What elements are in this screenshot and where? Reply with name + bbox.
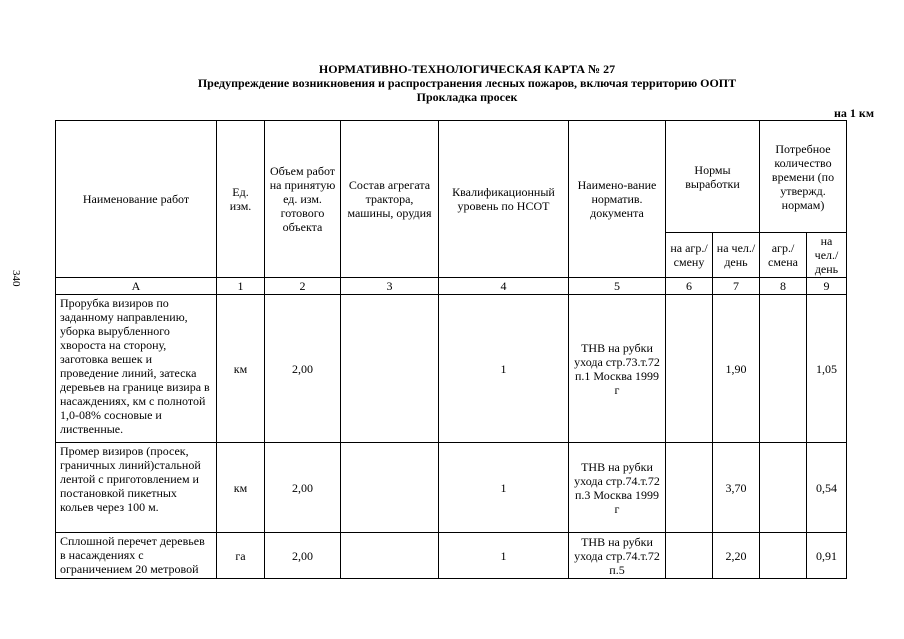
time-chel-cell: 1,05	[807, 295, 847, 443]
work-name-cell: Сплошной перечет деревьев в насаждениях с ограничением 20 метровой	[56, 533, 217, 579]
norm-agr-cell	[666, 295, 713, 443]
time-agr-cell	[760, 295, 807, 443]
composition-cell	[341, 533, 439, 579]
column-number: 6	[666, 278, 713, 295]
work-name-cell: Прорубка визиров по заданному направлению, уборка вырубленного хвороста на сторону, заготовка вешек и проведение линий, затеска деревьев на границе визира в насаждениях, км с полнотой 1,0-08% сосновые и лиственные.	[56, 295, 217, 443]
document-title: НОРМАТИВНО-ТЕХНОЛОГИЧЕСКАЯ КАРТА № 27	[318, 62, 616, 76]
document-section-title: Прокладка просек	[416, 90, 518, 104]
page-number: 340	[10, 270, 22, 287]
table-row	[56, 295, 847, 443]
norm-chel-cell: 2,20	[713, 533, 760, 579]
norm-table	[55, 120, 847, 579]
composition-cell	[341, 443, 439, 533]
time-agr-cell	[760, 533, 807, 579]
unit-cell: га	[217, 533, 265, 579]
column-number: 1	[217, 278, 265, 295]
header-norms-agr: на агр./ смену	[666, 233, 713, 278]
column-number: 9	[807, 278, 847, 295]
volume-cell: 2,00	[265, 295, 341, 443]
volume-cell: 2,00	[265, 443, 341, 533]
unit-note: на 1 км	[833, 106, 874, 120]
document-subtitle: Предупреждение возникновения и распространения лесных пожаров, включая территорию ООПТ	[197, 76, 737, 90]
time-agr-cell	[760, 443, 807, 533]
header-norms: Нормы выработки	[666, 121, 760, 233]
column-number: 5	[569, 278, 666, 295]
norm-agr-cell	[666, 443, 713, 533]
norm-chel-cell: 1,90	[713, 295, 760, 443]
column-number: 4	[439, 278, 569, 295]
qualification-cell: 1	[439, 295, 569, 443]
column-number: 7	[713, 278, 760, 295]
header-norms-chel: на чел./ день	[713, 233, 760, 278]
work-name-cell: Промер визиров (просек, граничных линий)стальной лентой с приготовлением и постановкой пикетных кольев через 100 м.	[56, 443, 217, 533]
qualification-cell: 1	[439, 533, 569, 579]
table-row	[56, 533, 847, 579]
qualification-cell: 1	[439, 443, 569, 533]
norm-agr-cell	[666, 533, 713, 579]
column-number: 3	[341, 278, 439, 295]
time-chel-cell: 0,91	[807, 533, 847, 579]
unit-cell: км	[217, 443, 265, 533]
header-composition: Состав агрегата трактора, машины, орудия	[341, 121, 439, 278]
document-cell: ТНВ на рубки ухода стр.73.т.72 п.1 Москва 1999 г	[569, 295, 666, 443]
header-volume: Объем работ на принятую ед. изм. готового объекта	[265, 121, 341, 278]
header-time: Потребное количество времени (по утвержд. нормам)	[760, 121, 847, 233]
document-cell: ТНВ на рубки ухода стр.74.т.72 п.3 Москва 1999 г	[569, 443, 666, 533]
volume-cell: 2,00	[265, 533, 341, 579]
column-number: 8	[760, 278, 807, 295]
norm-chel-cell: 3,70	[713, 443, 760, 533]
unit-cell: км	[217, 295, 265, 443]
document-header	[0, 62, 904, 104]
column-number: A	[56, 278, 217, 295]
header-qualification: Квалификационный уровень по НСОТ	[439, 121, 569, 278]
time-chel-cell: 0,54	[807, 443, 847, 533]
header-name: Наименование работ	[56, 121, 217, 278]
table-row	[56, 443, 847, 533]
column-number: 2	[265, 278, 341, 295]
composition-cell	[341, 295, 439, 443]
document-cell: ТНВ на рубки ухода стр.74.т.72 п.5	[569, 533, 666, 579]
header-time-agr: агр./ смена	[760, 233, 807, 278]
column-number-row	[56, 278, 847, 295]
header-unit: Ед. изм.	[217, 121, 265, 278]
header-document: Наимено-вание норматив. документа	[569, 121, 666, 278]
header-time-chel: на чел./ день	[807, 233, 847, 278]
